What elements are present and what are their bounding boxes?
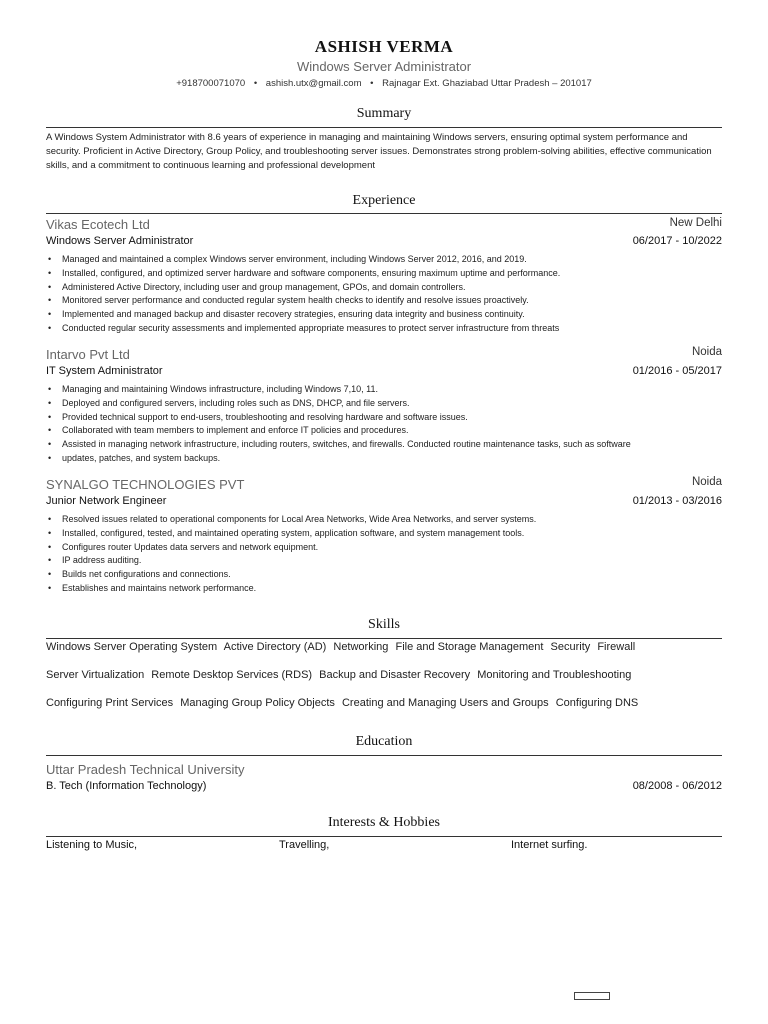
interests-heading: Interests & Hobbies xyxy=(328,815,440,830)
skill-item: File and Storage Management xyxy=(395,641,544,653)
hobby-item: Listening to Music, xyxy=(46,839,138,851)
job-bullet: • Monitored server performance and conducted regular system health checks to identify and resolve issues proactively. xyxy=(46,294,722,308)
job-bullet: • Managed and maintained a complex Windows server environment, including Windows Server 2012, 2016, and 2019. xyxy=(46,253,722,267)
skills-row xyxy=(46,669,635,681)
candidate-title: Windows Server Administrator xyxy=(296,59,472,74)
job-bullet: • Resolved issues related to operational components for Local Area Networks, Wide Area Networks, and server systems. xyxy=(46,513,722,527)
education-school: Uttar Pradesh Technical University xyxy=(46,762,245,777)
contact-separator: • xyxy=(253,78,258,89)
job-bullet-list xyxy=(46,513,722,596)
job-company: SYNALGO TECHNOLOGIES PVT xyxy=(46,477,245,492)
job-company: Vikas Ecotech Ltd xyxy=(46,217,150,232)
skill-item: Monitoring and Troubleshooting xyxy=(477,669,632,681)
job-location: Noida xyxy=(691,346,722,358)
hobby-item: Internet surfing. xyxy=(511,839,588,851)
job-bullet-list xyxy=(46,383,722,466)
job-bullet: • IP address auditing. xyxy=(46,554,722,568)
skill-item: Managing Group Policy Objects xyxy=(180,697,335,709)
skill-item: Networking xyxy=(333,641,389,653)
job-bullet: • Builds net configurations and connections. xyxy=(46,568,722,582)
job-bullet: • Conducted regular security assessments and implemented appropriate measures to protect server infrastructure from threats xyxy=(46,322,722,336)
skills-divider xyxy=(46,638,722,639)
interests-divider xyxy=(46,836,722,837)
job-dates: 01/2016 - 05/2017 xyxy=(632,365,722,377)
email-address: ashish.utx@gmail.com xyxy=(265,78,362,89)
hobby-item: Travelling, xyxy=(279,839,330,851)
job-bullet: • Installed, configured, tested, and maintained operating system, application software, and system management tools. xyxy=(46,527,722,541)
job-bullet-list xyxy=(46,253,722,336)
skills-heading: Skills xyxy=(368,617,400,632)
contact-line xyxy=(0,78,768,89)
job-dates: 06/2017 - 10/2022 xyxy=(632,235,722,247)
skill-item: Configuring Print Services xyxy=(46,697,174,709)
candidate-name: ASHISH VERMA xyxy=(314,37,454,56)
skill-item: Security xyxy=(550,641,591,653)
skill-item: Creating and Managing Users and Groups xyxy=(341,697,549,709)
education-heading: Education xyxy=(355,734,413,749)
job-bullet: • Implemented and managed backup and disaster recovery strategies, ensuring data integrity and business continuity. xyxy=(46,308,722,322)
job-bullet: • Assisted in managing network infrastructure, including routers, switches, and firewalls. Conducted routine maintenance tasks, such as software xyxy=(46,438,722,452)
summary-divider xyxy=(46,127,722,128)
job-bullet: • Provided technical support to end-users, troubleshooting and resolving hardware and software issues. xyxy=(46,411,722,425)
contact-separator: • xyxy=(370,78,374,89)
job-location: Noida xyxy=(691,476,722,488)
education-divider xyxy=(46,755,722,756)
education-dates: 08/2008 - 06/2012 xyxy=(632,780,722,792)
footer-box xyxy=(574,992,610,1000)
job-location: New Delhi xyxy=(669,217,722,229)
job-dates: 01/2013 - 03/2016 xyxy=(632,495,722,507)
experience-divider xyxy=(46,213,722,214)
job-role: Junior Network Engineer xyxy=(46,495,167,507)
skill-item: Active Directory (AD) xyxy=(223,641,327,653)
skill-item: Remote Desktop Services (RDS) xyxy=(151,669,313,681)
education-degree: B. Tech (Information Technology) xyxy=(46,780,207,792)
job-bullet: • Installed, configured, and optimized server hardware and software components, ensuring maximum uptime and performance. xyxy=(46,267,722,281)
postal-address: Rajnagar Ext. Ghaziabad Uttar Pradesh – 201017 xyxy=(382,78,592,89)
skill-item: Configuring DNS xyxy=(555,697,639,709)
job-bullet: • Configures router Updates data servers and network equipment. xyxy=(46,541,722,555)
job-role: IT System Administrator xyxy=(46,365,163,377)
skills-row xyxy=(46,697,642,709)
skills-row xyxy=(46,641,639,653)
job-bullet: • Managing and maintaining Windows infrastructure, including Windows 7,10, 11. xyxy=(46,383,722,397)
skill-item: Backup and Disaster Recovery xyxy=(319,669,471,681)
job-bullet: • Establishes and maintains network performance. xyxy=(46,582,722,596)
job-bullet: • updates, patches, and system backups. xyxy=(46,452,722,466)
job-bullet: • Collaborated with team members to implement and enforce IT policies and procedures. xyxy=(46,424,722,438)
experience-heading: Experience xyxy=(352,193,416,208)
skill-item: Firewall xyxy=(597,641,636,653)
phone-number: +918700071070 xyxy=(176,78,246,89)
skill-item: Server Virtualization xyxy=(46,669,145,681)
job-role: Windows Server Administrator xyxy=(46,235,194,247)
job-bullet: • Deployed and configured servers, including roles such as DNS, DHCP, and file servers. xyxy=(46,397,722,411)
skill-item: Windows Server Operating System xyxy=(46,641,218,653)
summary-text: A Windows System Administrator with 8.6 years of experience in managing and maintaining Windows servers, ensuring optimal system performance and security. Proficient in Active Directory, Group Policy, and troubleshooting server issues. Demonstrates strong problem-solving abilities, effective communication skills, and a commitment to continuous learning and professional development xyxy=(46,132,712,171)
job-company: Intarvo Pvt Ltd xyxy=(46,347,130,362)
job-bullet: • Administered Active Directory, including user and group management, GPOs, and domain controllers. xyxy=(46,281,722,295)
summary-heading: Summary xyxy=(356,106,412,121)
